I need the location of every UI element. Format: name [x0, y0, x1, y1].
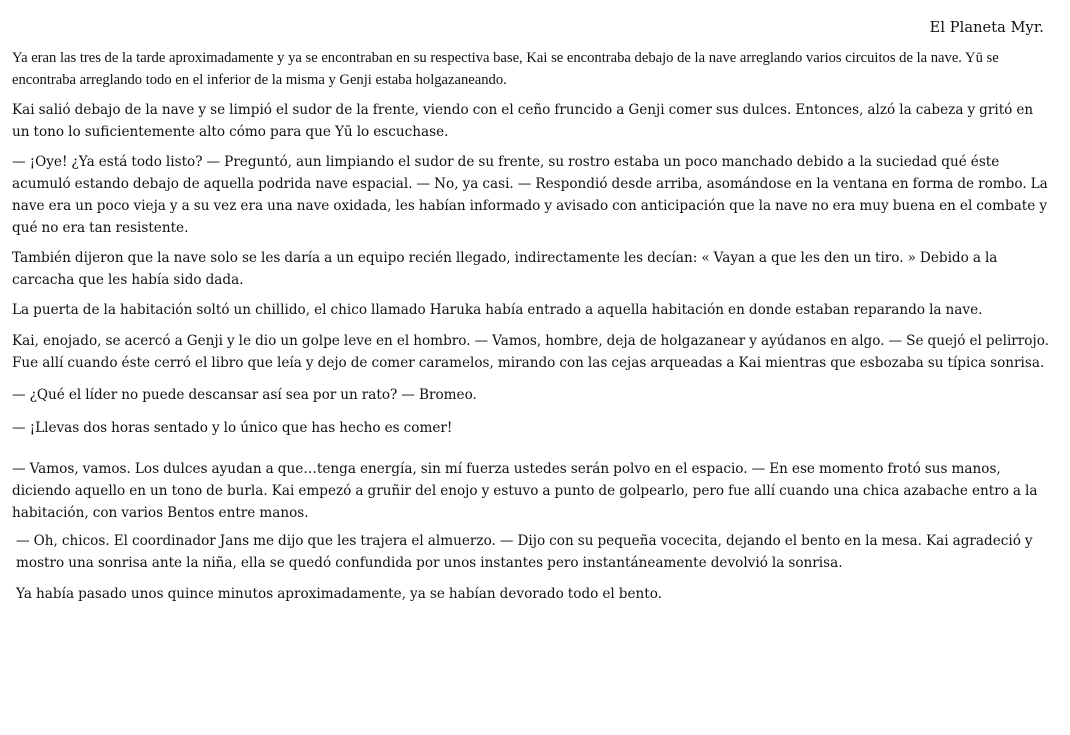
document-title: El Planeta Myr. — [929, 20, 1044, 36]
paragraph-9: — Vamos, vamos. Los dulces ayudan a que…tenga energía, sin mí fuerza ustedes serán polvo en el espacio. — En ese momento frotó sus manos, diciendo aquello en un tono de burla. Kai empezó a gruñir del enojo y estuvo a punto de golpearlo, pero fue allí cuando una chica azabache entro a la habitación, con varios Bentos entre manos. — [12, 461, 1038, 521]
paragraph-5: La puerta de la habitación soltó un chillido, el chico llamado Haruka había entrado a aquella habitación en donde estaban reparando la nave. — [12, 302, 983, 318]
paragraph-1: Ya eran las tres de la tarde aproximadamente y ya se encontraban en su respectiva base, Kai se encontraba debajo de la nave arreglando varios circuitos de la nave. Yū se encontraba arreglando todo en el inferior de la misma y Genji estaba holgazaneando. — [12, 50, 999, 88]
paragraph-8: — ¡Llevas dos horas sentado y lo único que has hecho es comer! — [12, 420, 453, 436]
paragraph-7: — ¿Qué el líder no puede descansar así sea por un rato? — Bromeo. — [12, 387, 477, 403]
paragraph-10: — Oh, chicos. El coordinador Jans me dijo que les trajera el almuerzo. — Dijo con su pequeña vocecita, dejando el bento en la mesa. Kai agradeció y mostro una sonrisa ante la niña, ella se quedó confundida por unos instantes pero instantáneamente devolvió la sonrisa. — [16, 533, 1033, 571]
paragraph-2: Kai salió debajo de la nave y se limpió el sudor de la frente, viendo con el ceño fruncido a Genji comer sus dulces. Entonces, alzó la cabeza y gritó en un tono lo suficientemente alto cómo para que Yū lo escuchase. — [12, 102, 1034, 140]
paragraph-4: También dijeron que la nave solo se les daría a un equipo recién llegado, indirectamente les decían: « Vayan a que les den un tiro. » Debido a la carcacha que les había sido dada. — [12, 250, 998, 288]
paragraph-3: — ¡Oye! ¿Ya está todo listo? — Preguntó, aun limpiando el sudor de su frente, su rostro estaba un poco manchado debido a la suciedad qué éste acumuló estando debajo de aquella podrida nave espacial. — No, ya casi. — Respondió desde arriba, asomándose en la ventana en forma de rombo. La nave era un poco vieja y a su vez era una nave oxidada, les habían informado y avisado con anticipación que la nave no era muy buena en el combate y qué no era tan resistente. — [12, 154, 1048, 236]
paragraph-6: Kai, enojado, se acercó a Genji y le dio un golpe leve en el hombro. — Vamos, hombre, deja de holgazanear y ayúdanos en algo. — Se quejó el pelirrojo. Fue allí cuando éste cerró el libro que leía y dejo de comer caramelos, mirando con las cejas arqueadas a Kai mientras que esbozaba su típica sonrisa. — [12, 333, 1049, 371]
paragraph-11: Ya había pasado unos quince minutos aproximadamente, ya se habían devorado todo el bento. — [16, 586, 662, 602]
